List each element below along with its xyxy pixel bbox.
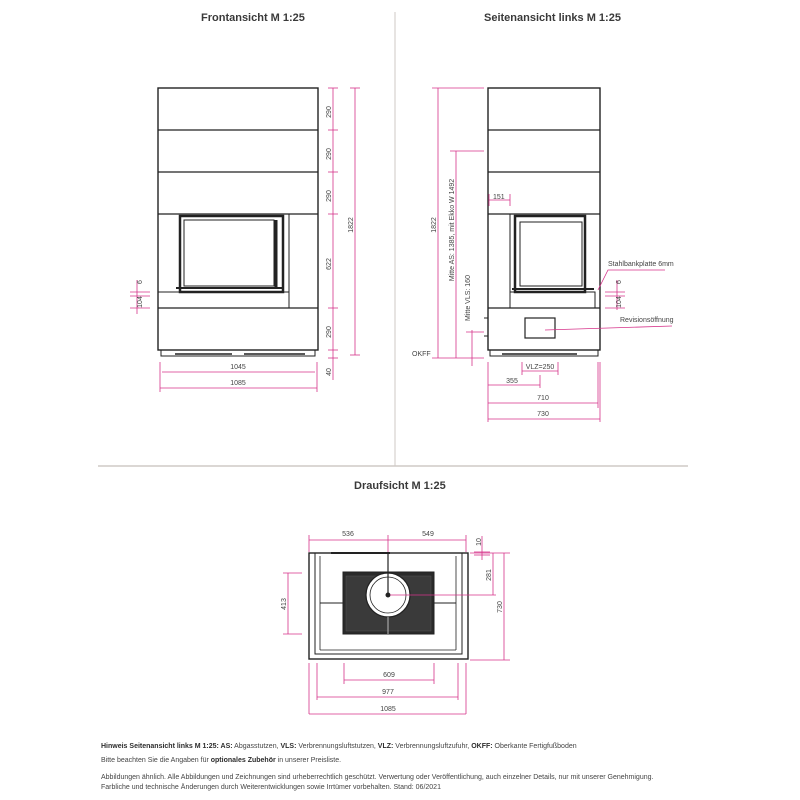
svg-text:104: 104	[137, 296, 144, 308]
front-view	[158, 88, 318, 356]
svg-text:1085: 1085	[380, 706, 396, 713]
top-view-title: Draufsicht M 1:25	[354, 480, 446, 492]
svg-text:355: 355	[506, 378, 518, 385]
svg-text:6: 6	[616, 280, 623, 284]
svg-text:151: 151	[493, 194, 505, 201]
svg-text:290: 290	[326, 148, 333, 160]
legend-note-heading: Hinweis Seitenansicht links M 1:25: AS:	[101, 743, 233, 750]
top-view	[309, 553, 468, 659]
svg-text:6: 6	[137, 280, 144, 284]
side-view	[484, 88, 600, 356]
svg-text:536: 536	[342, 531, 354, 538]
svg-text:1045: 1045	[230, 364, 246, 371]
svg-text:104: 104	[616, 296, 623, 308]
legend-as: Abgasstutzen,	[232, 743, 281, 750]
svg-text:609: 609	[383, 672, 395, 679]
svg-text:OKFF: OKFF	[412, 351, 431, 358]
svg-text:710: 710	[537, 395, 549, 402]
svg-text:10: 10	[476, 538, 483, 546]
svg-text:40: 40	[326, 368, 333, 376]
svg-text:Mitte AS: 1385, mit Ekko W 149: Mitte AS: 1385, mit Ekko W 1492	[449, 178, 456, 282]
svg-text:977: 977	[382, 689, 394, 696]
copyright-note: Abbildungen ähnlich. Alle Abbildungen und Zeichnungen sind urheberrechtlich geschützt. Verwertung oder Veröffentlichung, auch einzelner Details, nur mit unserer Genehmigung.	[101, 774, 654, 781]
svg-text:730: 730	[537, 411, 549, 418]
accessory-note-bold: optionales Zubehör	[210, 757, 276, 764]
svg-text:281: 281	[486, 569, 493, 581]
legend-vlz-label: VLZ:	[377, 743, 394, 750]
svg-text:1085: 1085	[230, 380, 246, 387]
legend-okff-label: OKFF:	[471, 743, 493, 750]
svg-text:549: 549	[422, 531, 434, 538]
accessory-note-suffix: in unserer Preisliste.	[275, 757, 342, 764]
svg-text:1822: 1822	[431, 217, 438, 233]
front-view-title: Frontansicht M 1:25	[201, 12, 305, 24]
svg-text:Stahlbankplatte 6mm: Stahlbankplatte 6mm	[608, 261, 674, 268]
svg-text:290: 290	[326, 106, 333, 118]
svg-text:Revisionsöffnung: Revisionsöffnung	[620, 317, 674, 324]
svg-text:Mitte VLS: 160: Mitte VLS: 160	[465, 275, 472, 321]
svg-text:290: 290	[326, 326, 333, 338]
svg-text:1822: 1822	[348, 217, 355, 233]
side-view-title: Seitenansicht links M 1:25	[484, 12, 621, 24]
svg-text:730: 730	[497, 601, 504, 613]
accessory-note	[101, 756, 341, 766]
legend-note	[101, 742, 577, 752]
side-dimension-labels	[412, 179, 674, 418]
svg-text:290: 290	[326, 190, 333, 202]
accessory-note-text: Bitte beachten Sie die Angaben für	[101, 757, 211, 764]
legend-vls-label: VLS:	[280, 743, 297, 750]
legend-vlz: Verbrennungsluftzufuhr,	[393, 743, 472, 750]
svg-text:VLZ=250: VLZ=250	[525, 364, 555, 371]
legend-vls: Verbrennungsluftstutzen,	[296, 743, 378, 750]
legend-okff: Oberkante Fertigfußboden	[492, 743, 577, 750]
disclaimer-note: Farbliche und technische Änderungen durch Weiterentwicklungen sowie Irrtümer vorbehalten. Stand: 06/2021	[101, 784, 441, 791]
svg-text:622: 622	[326, 258, 333, 270]
svg-text:413: 413	[281, 598, 288, 610]
